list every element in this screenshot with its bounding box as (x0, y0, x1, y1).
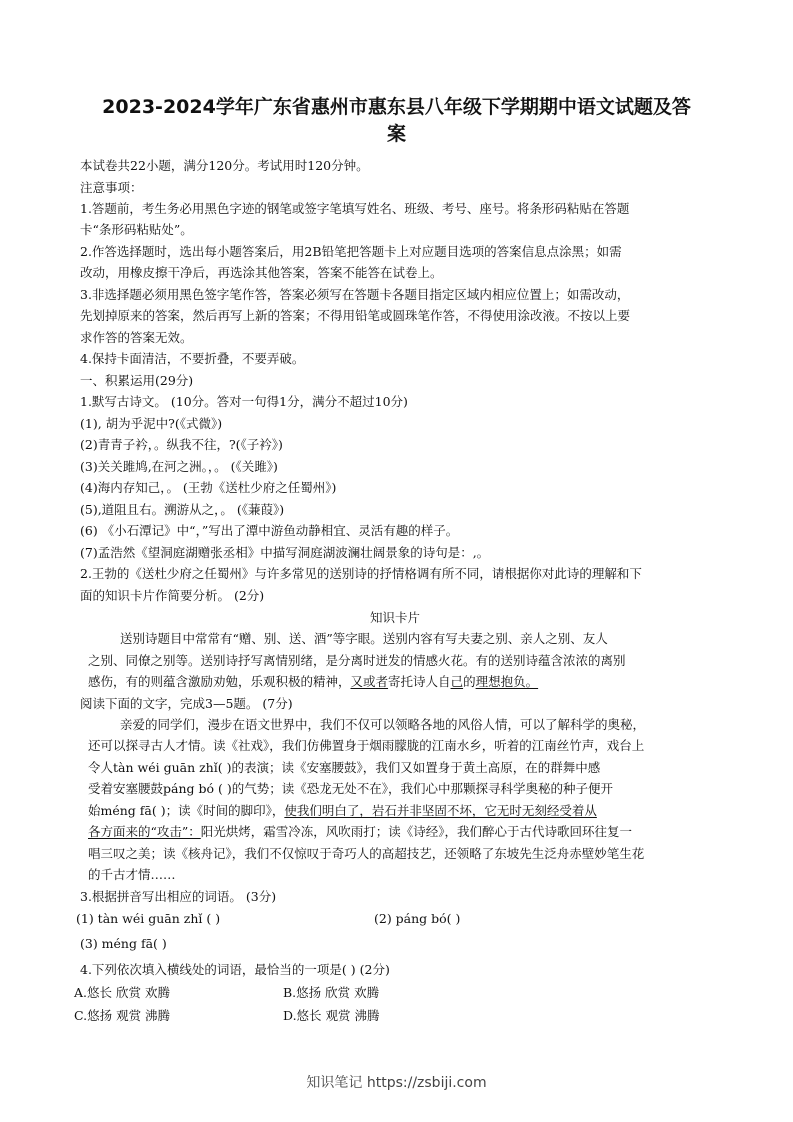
notice-line: 4.保持卡面清洁，不要折叠，不要弄破。 (80, 351, 305, 366)
passage-line: 各方面来的“攻击”：阳光烘烤，霜雪冷冻，风吹雨打；读《诗经》，我们醉心于古代诗歌回环往复一 (88, 824, 633, 839)
passage-line: 唱三叹之美；读《核舟记》，我们不仅惊叹于奇巧人的高超技艺，还领略了东坡先生泛舟赤壁妙笔生花 (88, 846, 645, 861)
knowledge-card-line: 之别、同僚之别等。送别诗抒写离情别绪，是分离时迸发的情感火花。有的送别诗蕴含浓浓的离别 (88, 653, 626, 668)
section-heading: 一、积累运用(29分) (80, 373, 194, 388)
question-4: 4.下列依次填入横线处的词语，最恰当的一项是( ) (2分) (80, 962, 390, 977)
question-3: 3.根据拼音写出相应的词语。 (3分) (80, 889, 277, 904)
option-c: C.悠扬 观赏 沸腾 (74, 1008, 171, 1023)
intro-text: 本试卷共22小题，满分120分。考试用时120分钟。 (80, 158, 369, 173)
question-3-item: (2) páng bó( ) (374, 911, 461, 926)
knowledge-card-line: 送别诗题目中常常有“赠、别、送、酒”等字眼。送别内容有写夫妻之别、亲人之别、友人 (120, 631, 608, 646)
reading-intro: 阅读下面的文字，完成3—5题。 (7分) (80, 696, 293, 711)
notice-line: 3.非选择题必须用黑色签字笔作答，答案必须写在答题卡各题目指定区域内相应位置上；如需改动， (80, 287, 630, 302)
passage-line: 亲爱的同学们，漫步在语文世界中，我们不仅可以领略各地的风俗人情，可以了解科学的奥秘， (120, 717, 646, 732)
question-1-item: (2)青青子衿，。纵我不往，?(《子衿》) (80, 437, 283, 452)
knowledge-card-title: 知识卡片 (370, 610, 421, 625)
passage-line: 受着安塞腰鼓páng bó ( )的气势；读《恐龙无处不在》，我们心中那颗探寻科学奥秘的种子便开 (88, 781, 613, 796)
passage-line: 始méng fā( )；读《时间的脚印》，使我们明白了，岩石并非坚固不坏，它无时无刻经受着从 (88, 803, 597, 818)
notice-line: 求作答的答案无效。 (80, 330, 193, 345)
question-1: 1.默写古诗文。 (10分。答对一句得1分，满分不超过10分) (80, 394, 408, 409)
notice-line: 2.作答选择题时，选出每小题答案后，用2B铅笔把答题卡上对应题目选项的答案信息点涂黑；如需 (80, 244, 622, 259)
option-d: D.悠长 观赏 沸腾 (283, 1008, 380, 1023)
question-1-item: (5),道阻且右。溯游从之，。 (《蒹葭》) (80, 502, 285, 517)
notice-line: 改动，用橡皮擦干净后，再选涂其他答案，答案不能答在试卷上。 (80, 265, 443, 280)
passage-line: 令人tàn wéi guān zhǐ( )的表演；读《安塞腰鼓》，我们又如置身于黄土高原，在的群舞中感 (88, 760, 601, 775)
knowledge-card-line: 感伤，有的则蕴含激励劝勉，乐观积极的精神，又或者寄托诗人自己的理想抱负。 (88, 674, 539, 689)
option-a: A.悠长 欣赏 欢腾 (74, 985, 170, 1000)
question-2: 2.王勃的《送杜少府之任蜀州》与许多常见的送别诗的抒情格调有所不同，请根据你对此诗的理解和下 (80, 566, 642, 581)
document-title (60, 94, 733, 148)
question-2-cont: 面的知识卡片作简要分析。 (2分) (80, 588, 265, 603)
question-3-item: (1) tàn wéi guān zhǐ ( ) (76, 911, 221, 926)
notice-line: 先划掉原来的答案，然后再写上新的答案；不得用铅笔或圆珠笔作答，不得使用涂改液。不按以上要 (80, 308, 631, 323)
question-3-item: (3) méng fā( ) (80, 936, 167, 951)
passage-line: 还可以探寻古人才情。读《社戏》，我们仿佛置身于烟雨朦胧的江南水乡，听着的江南丝竹声，戏台上 (88, 738, 645, 753)
title-line-1: 2023-2024学年广东省惠州市惠东县八年级下学期期中语文试题及答 (102, 96, 691, 118)
question-1-item: (3)关关雎鸠,在河之洲。，。 (《关雎》) (80, 459, 278, 474)
question-1-item: (4)海内存知己，。 (王勃《送杜少府之任蜀州》) (80, 480, 337, 495)
passage-line: 的千古才情…… (88, 867, 176, 882)
option-b: B.悠扬 欣赏 欢腾 (283, 985, 380, 1000)
title-line-2: 案 (386, 123, 406, 145)
footer-watermark: 知识笔记 https://zsbiji.com (306, 1075, 487, 1091)
question-1-item: (1), 胡为乎泥中?(《式微》) (80, 416, 223, 431)
notice-line: 卡“条形码粘贴处”。 (80, 222, 193, 237)
notice-line: 1.答题前，考生务必用黑色字迹的钢笔或签字笔填写姓名、班级、考号、座号。将条形码粘贴在答题 (80, 201, 630, 216)
notice-heading: 注意事项： (80, 180, 143, 195)
question-1-item: (6) 《小石潭记》中“，”写出了潭中游鱼动静相宜、灵活有趣的样子。 (80, 523, 459, 538)
question-1-item: (7)孟浩然《望洞庭湖赠张丞相》中描写洞庭湖波澜壮阔景象的诗句是：,。 (80, 545, 490, 560)
